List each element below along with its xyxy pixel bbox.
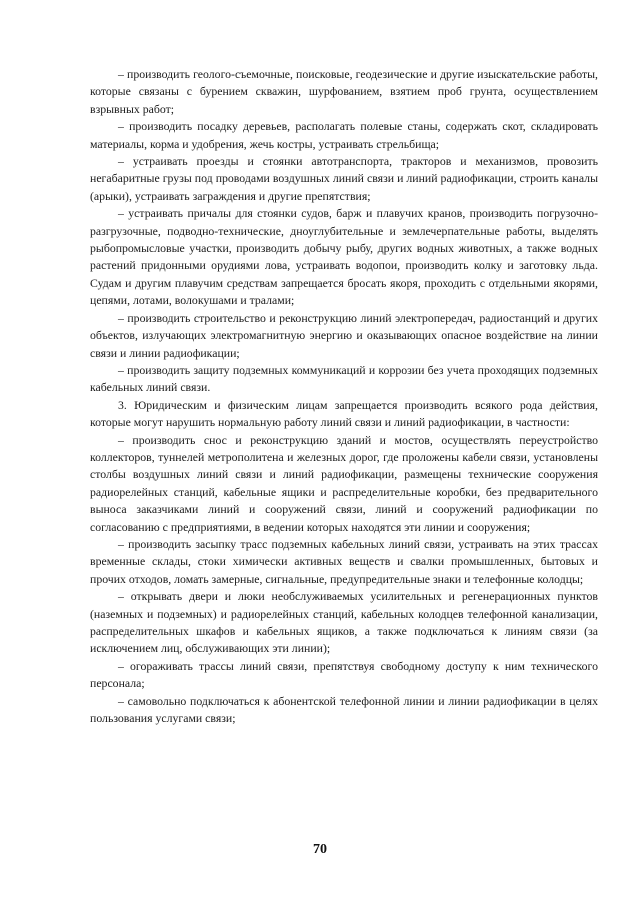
paragraph-12: – самовольно подключаться к абонентской телефонной линии и линии радиофикации в целях пользования услугами связи; — [90, 693, 598, 726]
paragraph-9: – производить засыпку трасс подземных кабельных линий связи, устраивать на этих трассах временные склады, стоки химически активных веществ и свалки промышленных, бытовых и прочих отходов, ломать замерные, сигнальные, предупредительные знаки и телефонные колодцы; — [90, 536, 598, 586]
paragraph-4: – устраивать причалы для стоянки судов, барж и плавучих кранов, производить погрузочно-разгрузочные, подводно-технические, дноуглубительные и землечерпательные работы, выделять рыбопромысловые участки, производить добычу рыбу, других водных животных, а также водных растений придонными орудиями лова, устраивать водопои, производить колку и заготовку льда. Судам и другим плавучим средствам запрещается бросать якоря, проходить с отдельными якорями, цепями, лотами, волокушами и тралами; — [90, 206, 598, 308]
paragraph-7: 3. Юридическим и физическим лицам запрещается производить всякого рода действия, которые могут нарушить нормальную работу линий связи и линий радиофикации, в частности: — [90, 397, 598, 430]
document-body — [90, 66, 598, 727]
paragraph-11: – огораживать трассы линий связи, препятствуя свободному доступу к ним технического персонала; — [90, 658, 598, 691]
paragraph-6: – производить защиту подземных коммуникаций и коррозии без учета проходящих подземных кабельных линий связи. — [90, 362, 598, 395]
paragraph-1: – производить геолого-съемочные, поисковые, геодезические и другие изыскательские работы, которые связаны с бурением скважин, шурфованием, взятием проб грунта, осуществлением взрывных работ; — [90, 67, 598, 116]
paragraph-5: – производить строительство и реконструкцию линий электропередач, радиостанций и других объектов, излучающих электромагнитную энергию и оказывающих опасное воздействие на линии связи и линии радиофикации; — [90, 310, 598, 360]
paragraph-10: – открывать двери и люки необслуживаемых усилительных и регенерационных пунктов (наземных и подземных) и радиорелейных станций, кабельных колодцев телефонной канализации, распределительных шкафов и кабельных ящиков, а также подключаться к линиям связи (за исключением лиц, обслуживающих эти линии); — [90, 589, 598, 656]
paragraph-8: – производить снос и реконструкцию зданий и мостов, осуществлять переустройство коллекторов, туннелей метрополитена и железных дорог, где проложены кабели связи, установлены столбы воздушных линий связи и линий радиофикации, размещены технические сооружения радиорелейных станций, кабельные ящики и распределительные коробки, без предварительного выноса заказчиками линий и сооружений связи, линий и сооружений радиофикации по согласованию с предприятиями, в ведении которых находятся эти линии и сооружения; — [90, 432, 598, 534]
paragraph-2: – производить посадку деревьев, располагать полевые станы, содержать скот, складировать материалы, корма и удобрения, жечь костры, устраивать стрельбища; — [90, 119, 598, 151]
paragraph-3: – устраивать проезды и стоянки автотранспорта, тракторов и механизмов, провозить негабаритные грузы под проводами воздушных линий связи и линий радиофикации, строить каналы (арыки), устраивать заграждения и другие препятствия; — [90, 154, 598, 203]
page-number: 70 — [313, 842, 327, 857]
